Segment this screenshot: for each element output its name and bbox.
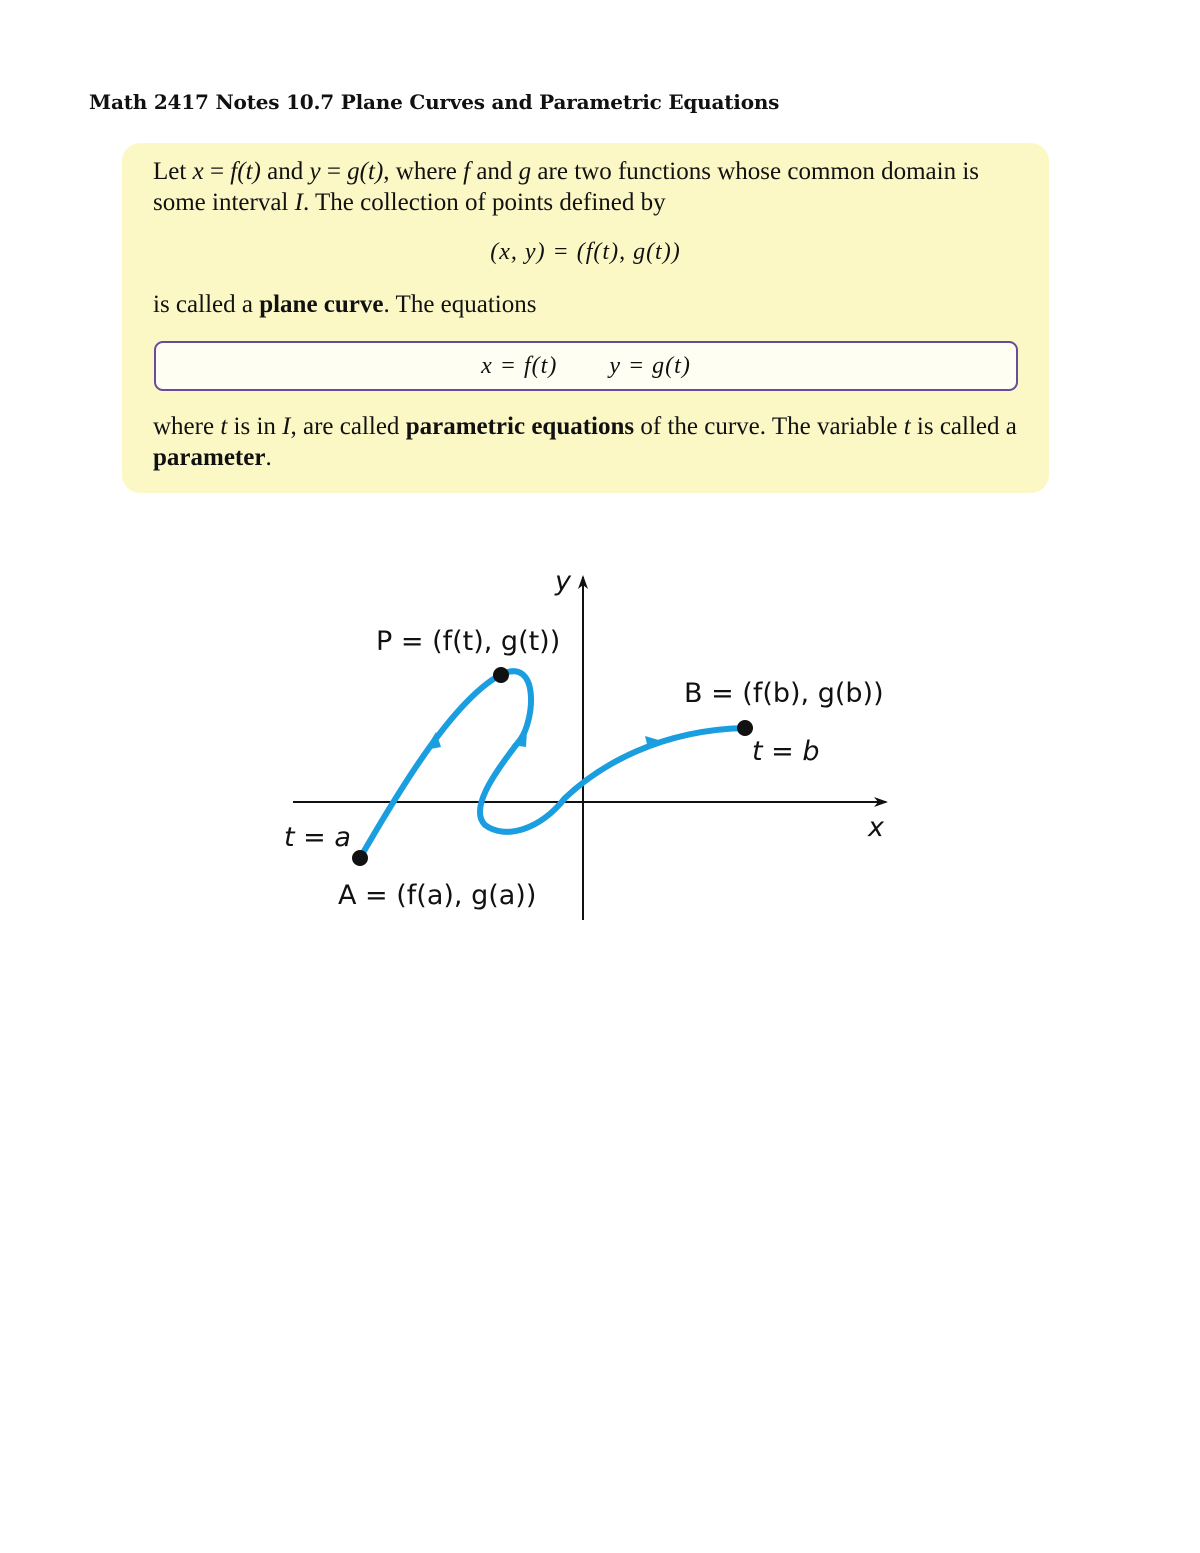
point-p-label: P = (f(t), g(t)) bbox=[376, 626, 561, 657]
parametric-definition-text: where t is in I, are called parametric equations of the curve. The variable t is called a parameter. bbox=[153, 413, 1017, 471]
point-b-label: B = (f(b), g(b)) bbox=[684, 678, 884, 709]
definition-box bbox=[122, 143, 1049, 493]
y-axis-label: y bbox=[555, 566, 571, 597]
page-title: Math 2417 Notes 10.7 Plane Curves and Parametric Equations bbox=[89, 90, 780, 114]
term-plane-curve: plane curve bbox=[259, 291, 384, 318]
t-equals-b-label: t = b bbox=[752, 736, 820, 767]
x-axis-label: x bbox=[868, 812, 884, 843]
point-p-dot bbox=[493, 667, 509, 683]
plane-curve-text: is called a plane curve. The equations bbox=[153, 291, 537, 318]
definition-intro-text: Let x = f(t) and y = g(t), where f and g are two functions whose common domain is some interval I. The collection of points defined by bbox=[153, 158, 980, 216]
plane-curve-figure bbox=[270, 555, 910, 935]
point-a-dot bbox=[352, 850, 368, 866]
t-equals-a-label: t = a bbox=[284, 822, 351, 853]
point-b-dot bbox=[737, 720, 753, 736]
equation-x: x = f(t) bbox=[481, 353, 558, 379]
parametric-equations-box bbox=[154, 341, 1018, 391]
plane-curve-equation: (x, y) = (f(t), g(t)) bbox=[490, 239, 681, 265]
direction-arrow-icon bbox=[512, 730, 527, 747]
term-parameter: parameter bbox=[153, 444, 266, 471]
equation-y: y = g(t) bbox=[609, 353, 691, 379]
term-parametric-equations: parametric equations bbox=[405, 413, 635, 440]
point-a-label: A = (f(a), g(a)) bbox=[338, 880, 537, 911]
